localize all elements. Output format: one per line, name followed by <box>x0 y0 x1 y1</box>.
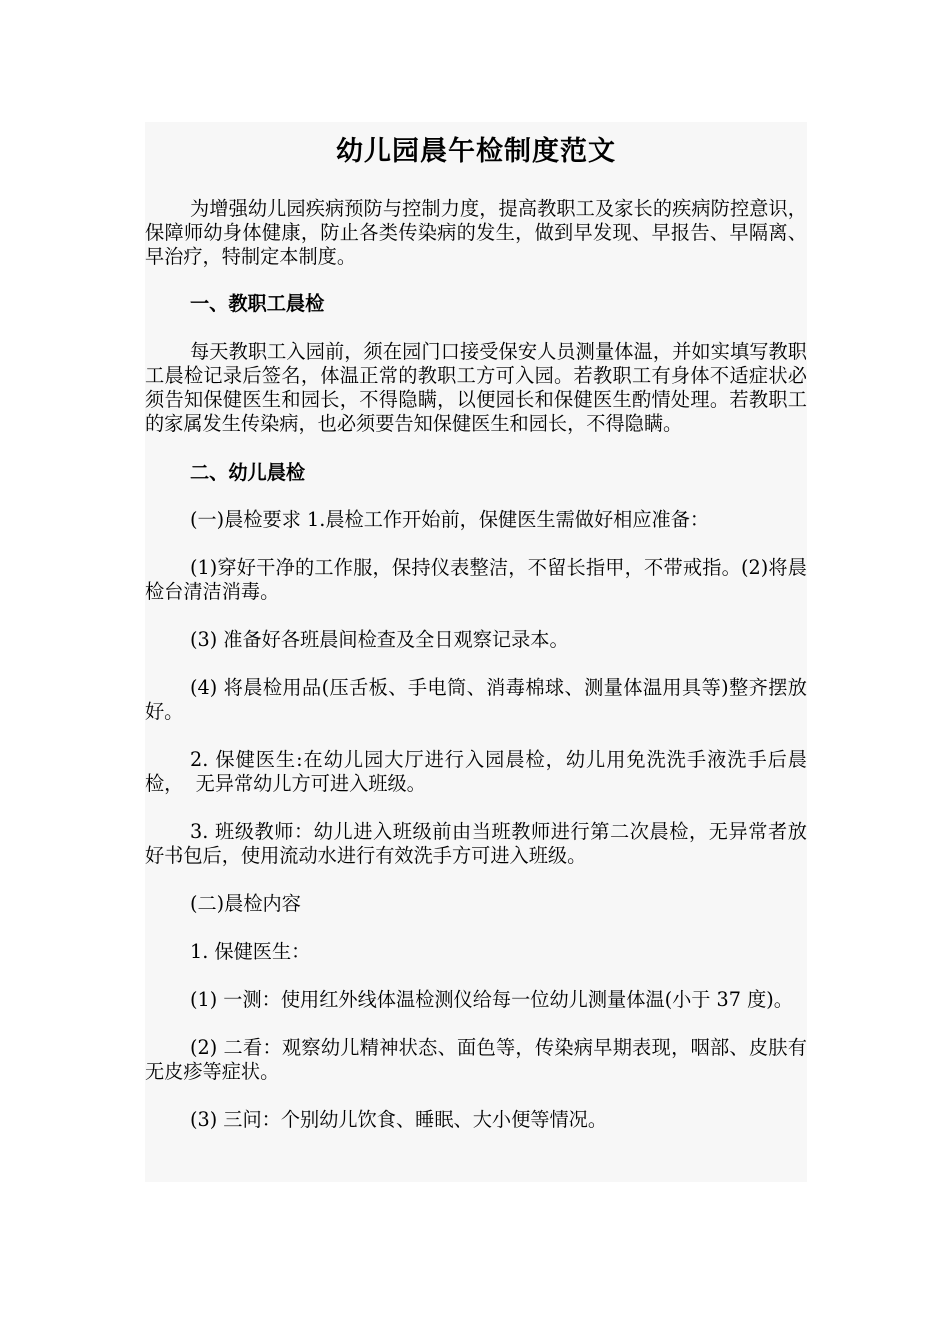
item-4-paragraph: (4) 将晨检用品(压舌板、手电筒、消毒棉球、测量体温用具等)整齐摆放好。 <box>145 676 807 723</box>
staff-check-paragraph: 每天教职工入园前，须在园门口接受保安人员测量体温，并如实填写教职工晨检记录后签名，体温正常的教职工方可入园。若教职工有身体不适症状必须告知保健医生和园长，不得隐瞒，以便园长和保健医生酌情处理。若教职工的家属发生传染病，也必须要告知保健医生和园长，不得隐瞒。 <box>145 340 807 435</box>
measure-paragraph: (1) 一测：使用红外线体温检测仪给每一位幼儿测量体温(小于 37 度)。 <box>190 988 793 1011</box>
section-heading-staff-check: 一、教职工晨检 <box>190 292 325 315</box>
check-requirements-paragraph: (一)晨检要求 1.晨检工作开始前，保健医生需做好相应准备： <box>190 508 710 531</box>
observe-paragraph: (2) 二看：观察幼儿精神状态、面色等，传染病早期表现，咽部、皮肤有无皮疹等症状。 <box>145 1036 807 1083</box>
doctor-label-paragraph: 1. 保健医生： <box>190 940 311 963</box>
check-content-heading: (二)晨检内容 <box>190 892 301 915</box>
teacher-check-paragraph: 3. 班级教师：幼儿进入班级前由当班教师进行第二次晨检，无异常者放好书包后，使用流动水进行有效洗手方可进入班级。 <box>145 820 807 867</box>
section-heading-child-check: 二、幼儿晨检 <box>190 461 306 484</box>
doctor-check-paragraph: 2. 保健医生:在幼儿园大厅进行入园晨检，幼儿用免洗洗手液洗手后晨检， 无异常幼儿方可进入班级。 <box>145 748 807 795</box>
document-title: 幼儿园晨午检制度范文 <box>336 136 616 167</box>
item-1-paragraph: (1)穿好干净的工作服，保持仪表整洁，不留长指甲，不带戒指。(2)将晨检台清洁消毒。 <box>145 556 807 603</box>
item-3-paragraph: (3) 准备好各班晨间检查及全日观察记录本。 <box>190 628 569 651</box>
ask-paragraph: (3) 三问：个别幼儿饮食、睡眠、大小便等情况。 <box>190 1108 608 1131</box>
document-body <box>145 122 820 1182</box>
intro-paragraph: 为增强幼儿园疾病预防与控制力度，提高教职工及家长的疾病防控意识， 保障师幼身体健康，防止各类传染病的发生，做到早发现、早报告、早隔离、早治疗，特制定本制度。 <box>145 197 820 268</box>
